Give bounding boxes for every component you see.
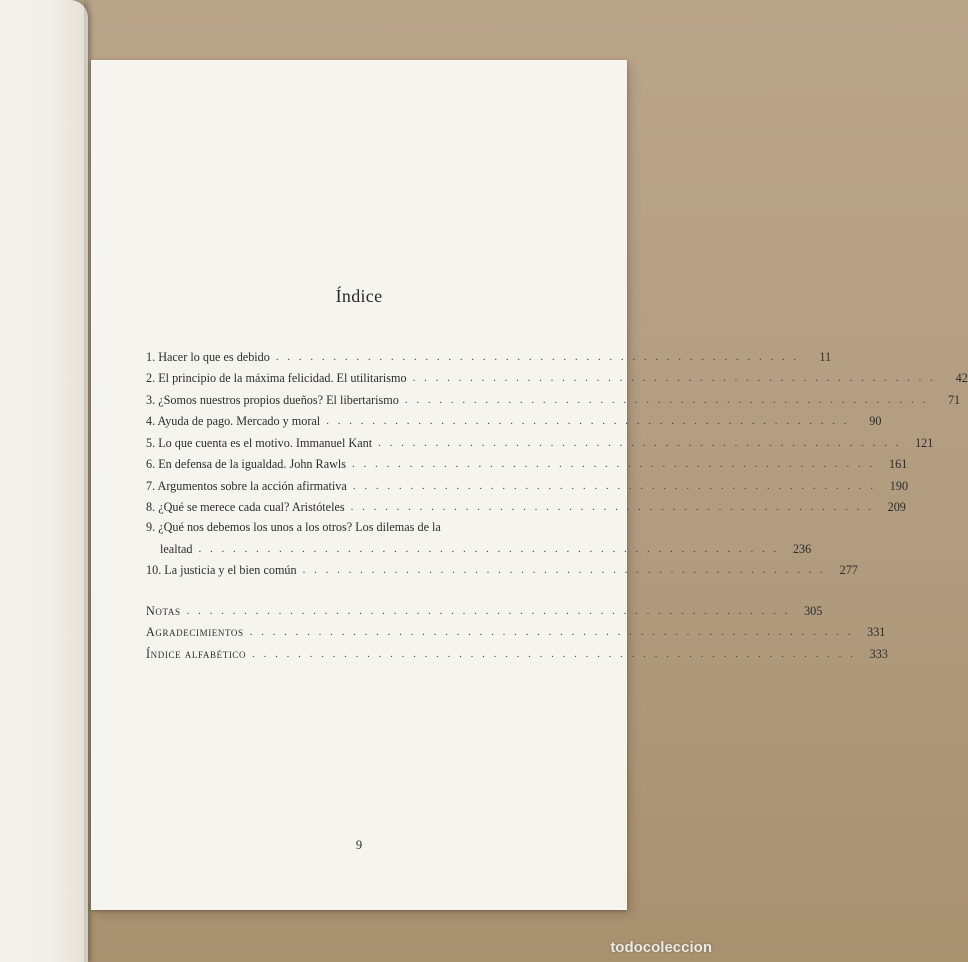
dot-leader: . . . . . . . . . . . . . . . . . . . . . . . . . . . . . . . . . . . . . . . . . . . . . . [275, 350, 800, 363]
toc-entry-title-continued: lealtad [160, 541, 193, 556]
toc-entry-title: 5. Lo que cuenta es el motivo. Immanuel Kant [146, 435, 373, 450]
toc-entry-title: 9. ¿Qué nos debemos los unos a los otros? Los dilemas de la [146, 520, 441, 534]
dot-leader: . . . . . . . . . . . . . . . . . . . . . . . . . . . . . . . . . . . . . . . . . . . . . . [350, 501, 874, 513]
toc-entry [146, 429, 934, 451]
toc-entry-page: 331 [867, 625, 886, 639]
toc-entry-title: Notas [146, 603, 181, 618]
toc-entry-back-matter [146, 597, 823, 619]
toc-entry-title: 6. En defensa de la igualdad. John Rawls [146, 457, 347, 471]
dot-leader: . . . . . . . . . . . . . . . . . . . . . . . . . . . . . . . . . . . . . . . . . . . . . . . . . . . . . [186, 604, 791, 617]
toc-entry-page: 42 [955, 371, 968, 385]
dot-leader: . . . . . . . . . . . . . . . . . . . . . . . . . . . . . . . . . . . . . . . . . . . . . . [352, 479, 877, 492]
toc-entry-page: 236 [792, 541, 812, 556]
toc-entry-title: 7. Argumentos sobre la acción afirmativa [146, 478, 347, 493]
watermark-logo: todocoleccion [610, 939, 712, 956]
toc-entry-page: 71 [947, 392, 961, 407]
toc-entry [146, 472, 909, 494]
toc-entry-title: 3. ¿Somos nuestros propios dueños? El libertarismo [146, 392, 399, 407]
toc-entry-page: 305 [804, 603, 823, 618]
toc-entry [146, 451, 908, 473]
toc-entry [146, 408, 882, 430]
page-number: 9 [355, 838, 363, 852]
dot-leader: . . . . . . . . . . . . . . . . . . . . . . . . . . . . . . . . . . . . . . . . . . . . . . [326, 415, 850, 427]
toc-entry-page: 333 [869, 646, 888, 661]
toc-entry-page: 209 [887, 500, 906, 514]
toc-entry-page: 11 [819, 349, 832, 364]
toc-entry-title: Índice alfabético [146, 646, 247, 661]
dot-leader: . . . . . . . . . . . . . . . . . . . . . . . . . . . . . . . . . . . . . . . . . . . . . . [378, 436, 902, 449]
toc-entry [146, 494, 906, 516]
toc-entry-page: 190 [889, 478, 909, 493]
table-of-contents [146, 343, 968, 662]
toc-entry [146, 343, 832, 365]
toc-entry-title: 8. ¿Qué se merece cada cual? Aristóteles [146, 500, 345, 514]
toc-entry-title: 1. Hacer lo que es debido [146, 349, 270, 364]
toc-entry-title: 2. El principio de la máxima felicidad. El utilitarismo [146, 371, 407, 385]
toc-entry-title: 10. La justicia y el bien común [146, 563, 297, 577]
page-title: Índice [335, 286, 383, 306]
toc-entry [146, 515, 812, 557]
toc-entry-page: 121 [915, 435, 934, 450]
toc-entry-page: 90 [869, 414, 882, 428]
toc-entry-page: 277 [839, 563, 858, 577]
toc-entry [146, 365, 968, 387]
dot-leader: . . . . . . . . . . . . . . . . . . . . . . . . . . . . . . . . . . . . . . . . . . . . . . . . . . . . . [252, 647, 856, 660]
toc-entry-page: 161 [889, 457, 908, 471]
left-page [0, 0, 88, 962]
toc-entry [146, 386, 961, 408]
dot-leader: . . . . . . . . . . . . . . . . . . . . . . . . . . . . . . . . . . . . . . . . . . . . . . [302, 564, 826, 576]
section-gap [146, 578, 544, 597]
book-page [91, 60, 968, 910]
dot-leader: . . . . . . . . . . . . . . . . . . . . . . . . . . . . . . . . . . . . . . . . . . . . . . . . . . . . . [249, 626, 854, 638]
dot-leader: . . . . . . . . . . . . . . . . . . . . . . . . . . . . . . . . . . . . . . . . . . . . . . . . . . . [198, 542, 780, 555]
dot-leader: . . . . . . . . . . . . . . . . . . . . . . . . . . . . . . . . . . . . . . . . . . . . . . [412, 372, 936, 384]
dot-leader: . . . . . . . . . . . . . . . . . . . . . . . . . . . . . . . . . . . . . . . . . . . . . . [404, 393, 929, 406]
toc-entry-title: 4. Ayuda de pago. Mercado y moral [146, 414, 321, 428]
toc-entry-title: Agradecimientos [146, 625, 244, 639]
toc-entry-back-matter [146, 640, 888, 662]
toc-entry [146, 557, 858, 579]
dot-leader: . . . . . . . . . . . . . . . . . . . . . . . . . . . . . . . . . . . . . . . . . . . . . . [352, 458, 876, 470]
toc-entry-back-matter [146, 619, 886, 641]
